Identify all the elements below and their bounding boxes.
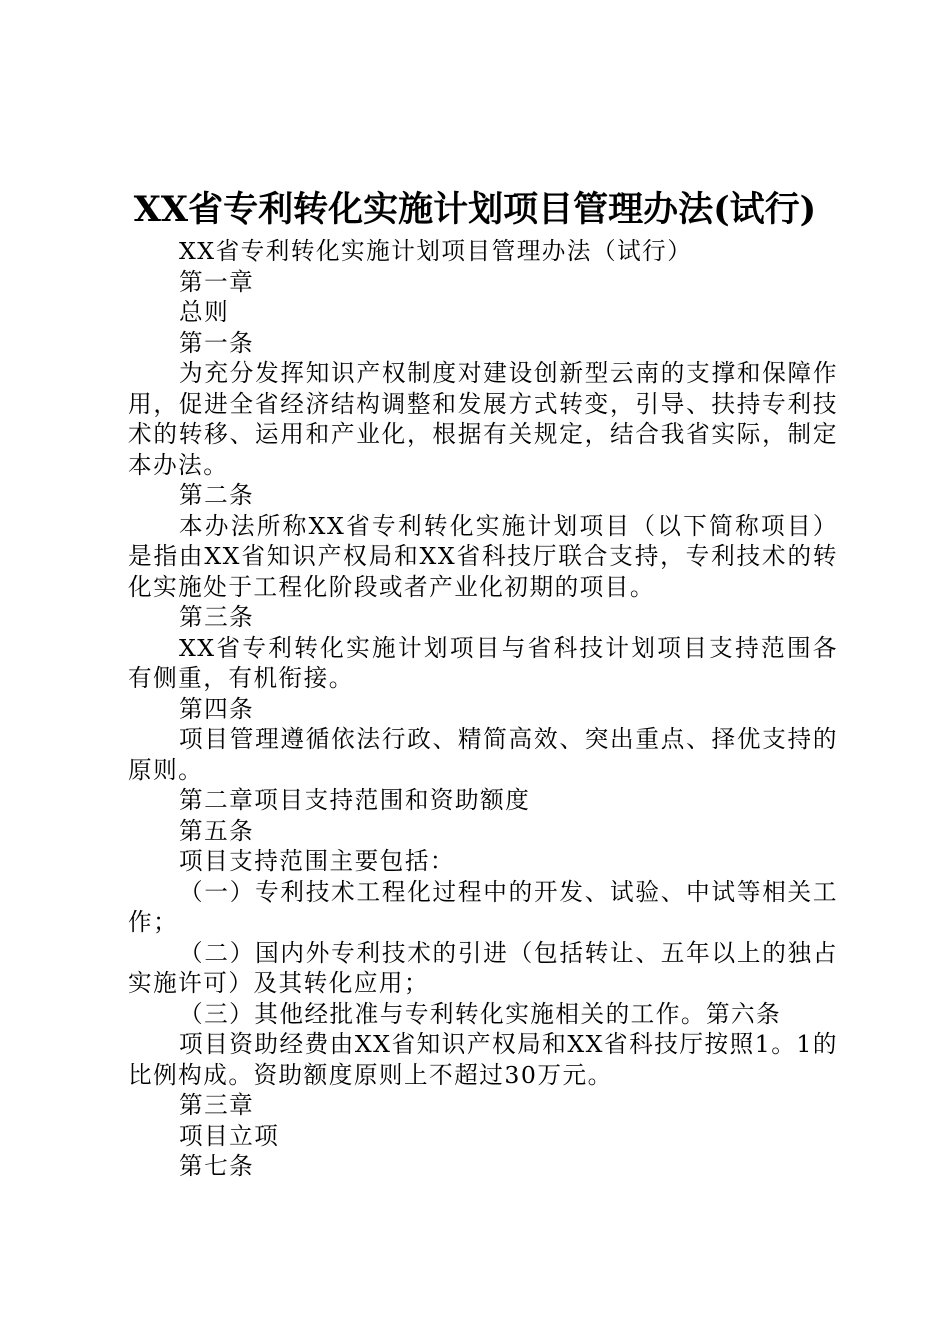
chapter-2-heading: 第二章项目支持范围和资助额度 [179, 786, 531, 814]
article-1-heading: 第一条 [179, 328, 255, 357]
article-6-text: 项目资助经费由XX省知识产权局和XX省科技厅按照1。1的比例构成。资助额度原则上不超过30万元。 [128, 1030, 838, 1089]
article-3-text: XX省专利转化实施计划项目与省科技计划项目支持范围各有侧重，有机衔接。 [128, 633, 838, 692]
article-3-heading: 第三条 [179, 603, 255, 631]
article-5-item-2: （二）国内外专利技术的引进（包括转让、五年以上的独占实施许可）及其转化应用； [128, 938, 838, 997]
article-5-intro: 项目支持范围主要包括： [179, 847, 456, 875]
article-5-item-3: （三）其他经批准与专利转化实施相关的工作。第六条 [179, 999, 782, 1028]
chapter-1-heading: 第一章 [179, 267, 255, 296]
document-subtitle: XX省专利转化实施计划项目管理办法（试行） [179, 237, 693, 265]
document-body [128, 236, 838, 1182]
chapter-1-title: 总则 [179, 298, 230, 326]
article-5-heading: 第五条 [179, 816, 255, 845]
article-4-text: 项目管理遵循依法行政、精简高效、突出重点、择优支持的原则。 [128, 725, 838, 784]
article-5-item-1: （一）专利技术工程化过程中的开发、试验、中试等相关工作； [128, 877, 838, 936]
chapter-3-heading: 第三章 [179, 1091, 255, 1119]
article-2-text: 本办法所称XX省专利转化实施计划项目（以下简称项目）是指由XX省知识产权局和XX省科技厅联合支持，专利技术的转化实施处于工程化阶段或者产业化初期的项目。 [128, 511, 838, 601]
article-4-heading: 第四条 [179, 694, 255, 723]
article-1-text: 为充分发挥知识产权制度对建设创新型云南的支撑和保障作用，促进全省经济结构调整和发展方式转变，引导、扶持专利技术的转移、运用和产业化，根据有关规定，结合我省实际，制定本办法。 [128, 359, 838, 479]
chapter-3-title: 项目立项 [179, 1121, 280, 1150]
document-title: XX省专利转化实施计划项目管理办法(试行) [133, 189, 817, 230]
article-2-heading: 第二条 [179, 481, 255, 509]
article-7-heading: 第七条 [179, 1152, 255, 1180]
